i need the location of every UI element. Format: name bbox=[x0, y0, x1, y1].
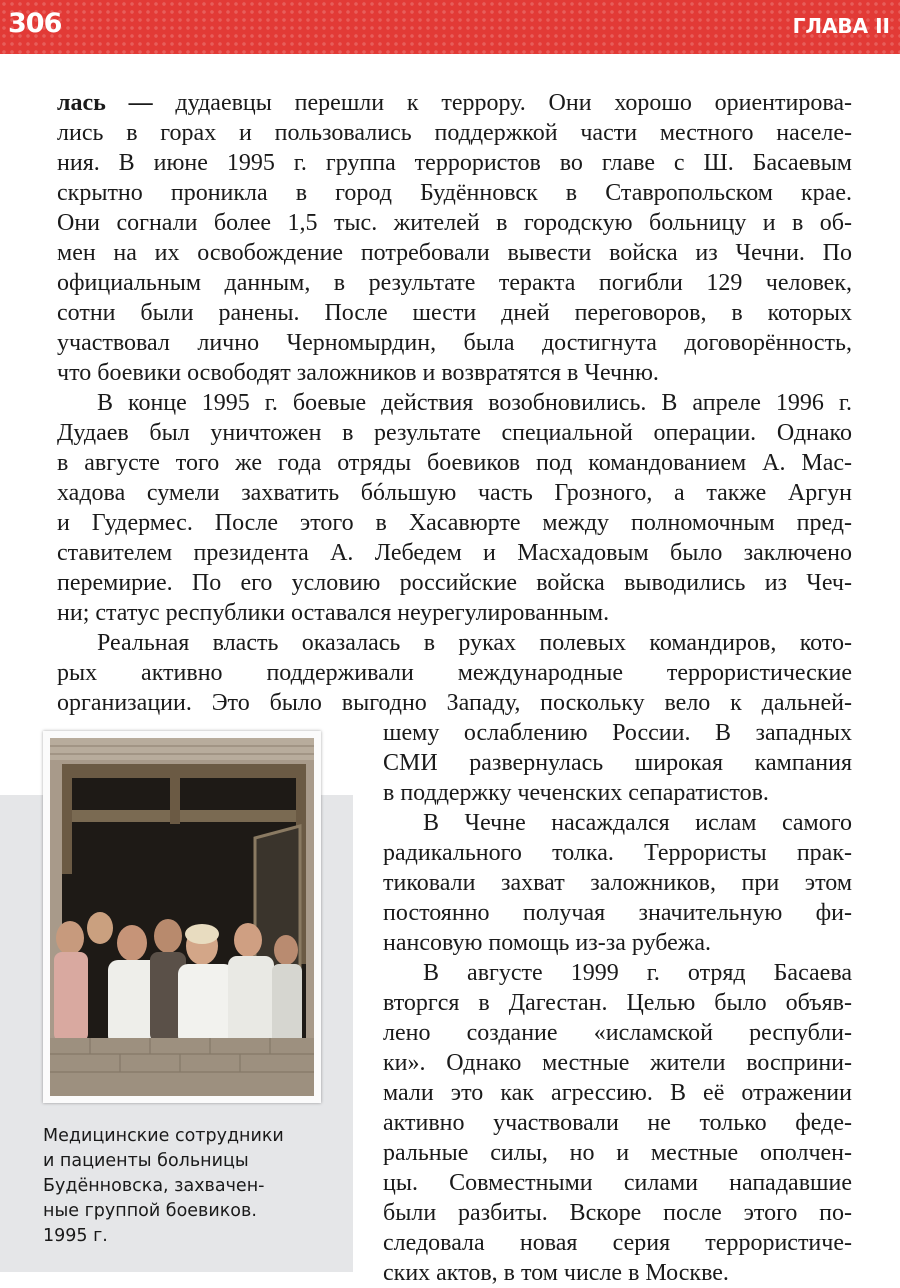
text-span: дудаевцы перешли к террору. Они хорошо ориентирова- bbox=[175, 90, 853, 116]
hostage-photo-illustration bbox=[50, 738, 314, 1096]
paragraph-5-line: лено создание «исламской республи- bbox=[383, 1020, 852, 1046]
paragraph-2-line: в августе того же года отряды боевиков под командованием А. Мас- bbox=[57, 450, 852, 476]
paragraph-5-line: мали это как агрессию. В её отражении bbox=[383, 1080, 852, 1106]
paragraph-3-line: рых активно поддерживали международные террористические bbox=[57, 660, 852, 686]
paragraph-2-line: ставителем президента А. Лебедем и Масхадовым было заключено bbox=[57, 540, 852, 566]
caption-line: ные группой боевиков. bbox=[43, 1201, 257, 1221]
paragraph-3-line: организации. Это было выгодно Западу, поскольку вело к дальней- bbox=[57, 690, 852, 716]
paragraph-5-line: следовала новая серия террористиче- bbox=[383, 1230, 852, 1256]
photo-caption bbox=[43, 1124, 343, 1249]
caption-line: Медицинские сотрудники bbox=[43, 1126, 284, 1146]
paragraph-4-line: радикального толка. Террористы прак- bbox=[383, 840, 852, 866]
paragraph-5-line: ральные силы, но и местные ополчен- bbox=[383, 1140, 852, 1166]
page-header-bar bbox=[0, 0, 900, 54]
caption-line: 1995 г. bbox=[43, 1226, 108, 1246]
paragraph-5-line: ских актов, в том числе в Москве. bbox=[383, 1260, 729, 1286]
page-number: 306 bbox=[8, 8, 62, 39]
paragraph-1-line: лись в горах и пользовались поддержкой части местного населе- bbox=[57, 120, 852, 146]
paragraph-5-line: ки». Однако местные жители восприни- bbox=[383, 1050, 852, 1076]
paragraph-3-line: Реальная власть оказалась в руках полевых командиров, кото- bbox=[97, 630, 852, 656]
paragraph-2-line: перемирие. По его условию российские войска выводились из Чеч- bbox=[57, 570, 852, 596]
paragraph-5-line: были разбиты. Вскоре после этого по- bbox=[383, 1200, 852, 1226]
paragraph-1-line: ния. В июне 1995 г. группа террористов во главе с Ш. Басаевым bbox=[57, 150, 852, 176]
paragraph-5-line: активно участвовали не только феде- bbox=[383, 1110, 852, 1136]
paragraph-1-line bbox=[57, 88, 852, 118]
paragraph-3-line: в поддержку чеченских сепаратистов. bbox=[383, 780, 769, 806]
paragraph-3-line: шему ослаблению России. В западных bbox=[383, 720, 852, 746]
paragraph-1-line: участвовал лично Черномырдин, была достигнута договорённость, bbox=[57, 330, 852, 356]
chapter-label: ГЛАВА II bbox=[792, 14, 890, 38]
paragraph-4-line: постоянно получая значительную фи- bbox=[383, 900, 852, 926]
lead-bold-word: лась — bbox=[57, 90, 153, 116]
paragraph-2-line: ни; статус республики оставался неурегулированным. bbox=[57, 600, 610, 626]
hostage-photo bbox=[43, 731, 321, 1103]
paragraph-5-line: вторгся в Дагестан. Целью было объяв- bbox=[383, 990, 852, 1016]
caption-line: Будённовска, захвачен- bbox=[43, 1176, 265, 1196]
paragraph-2-line: и Гудермес. После этого в Хасавюрте между полномочным пред- bbox=[57, 510, 852, 536]
paragraph-2-line: В конце 1995 г. боевые действия возобновились. В апреле 1996 г. bbox=[97, 390, 852, 416]
paragraph-1-line: сотни были ранены. После шести дней переговоров, в которых bbox=[57, 300, 852, 326]
paragraph-4-line: В Чечне насаждался ислам самого bbox=[423, 810, 852, 836]
paragraph-4-line: тиковали захват заложников, при этом bbox=[383, 870, 852, 896]
paragraph-1-line: что боевики освободят заложников и возвратятся в Чечню. bbox=[57, 360, 659, 386]
paragraph-2-line: хадова сумели захватить бóльшую часть Грозного, а также Аргун bbox=[57, 480, 852, 506]
paragraph-2-line: Дудаев был уничтожен в результате специальной операции. Однако bbox=[57, 420, 852, 446]
caption-line: и пациенты больницы bbox=[43, 1151, 249, 1171]
paragraph-4-line: нансовую помощь из-за рубежа. bbox=[383, 930, 712, 956]
paragraph-1-line: скрытно проникла в город Будённовск в Ставропольском крае. bbox=[57, 180, 852, 206]
paragraph-1-line: официальным данным, в результате теракта погибли 129 человек, bbox=[57, 270, 852, 296]
paragraph-5-line: В августе 1999 г. отряд Басаева bbox=[423, 960, 852, 986]
paragraph-1-line: Они согнали более 1,5 тыс. жителей в городскую больницу и в об- bbox=[57, 210, 852, 236]
paragraph-5-line: цы. Совместными силами нападавшие bbox=[383, 1170, 852, 1196]
paragraph-3-line: СМИ развернулась широкая кампания bbox=[383, 750, 852, 776]
paragraph-1-line: мен на их освобождение потребовали вывести войска из Чечни. По bbox=[57, 240, 852, 266]
